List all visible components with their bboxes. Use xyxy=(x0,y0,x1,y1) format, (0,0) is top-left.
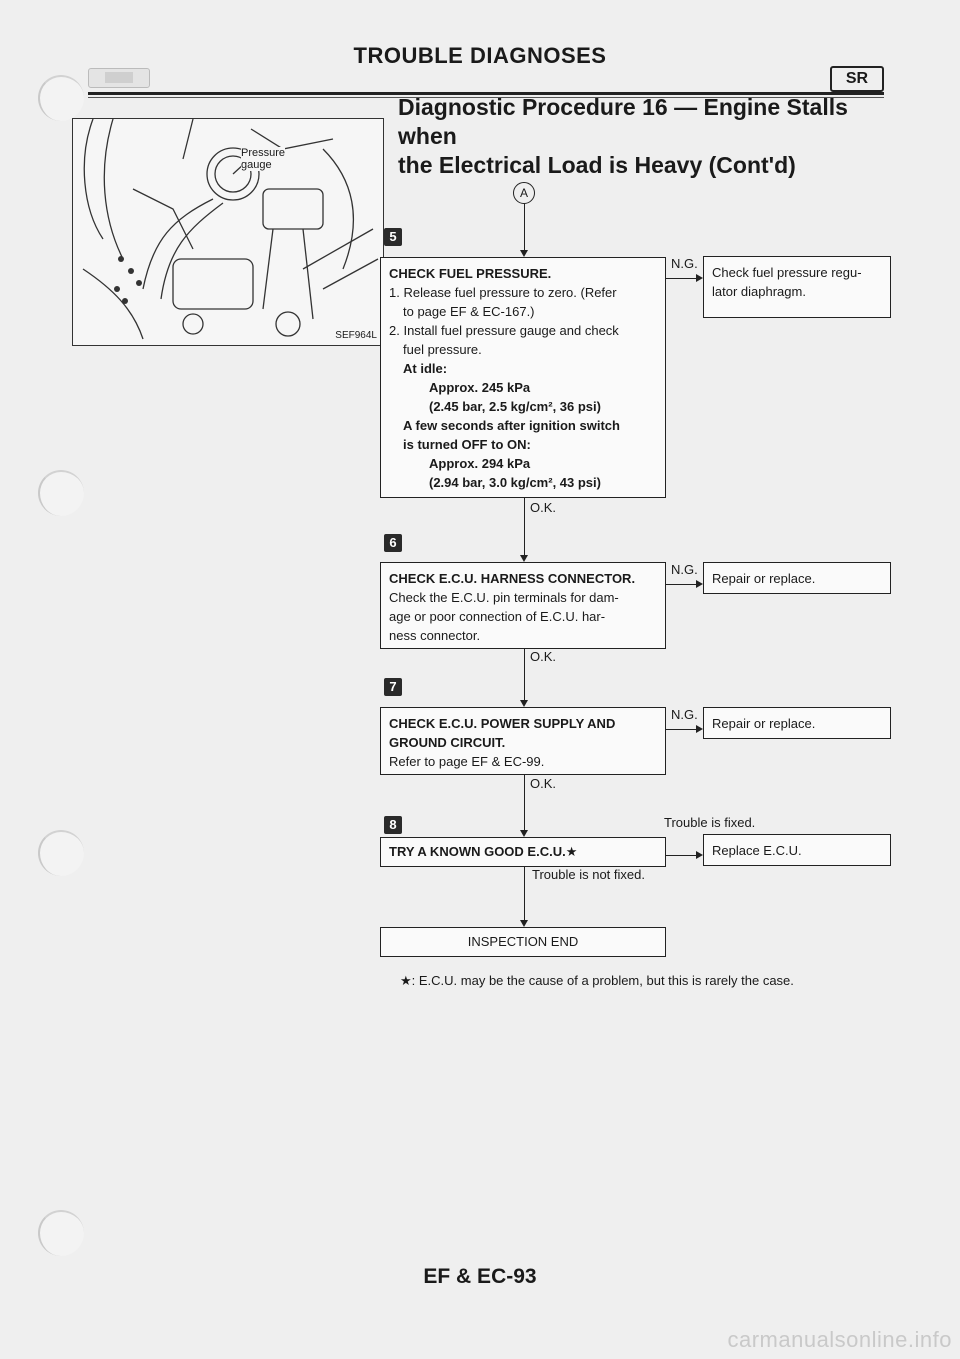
step-5-item1b: to page EF & EC-167.) xyxy=(403,304,535,319)
binder-hole xyxy=(38,75,84,121)
flow-line xyxy=(666,584,696,585)
step-6-ng-action-box xyxy=(703,562,891,594)
step-5-idle-label: At idle: xyxy=(403,361,448,376)
step-5-item1: 1. Release fuel pressure to zero. (Refer xyxy=(389,285,617,300)
step-5-idle-value2: (2.45 bar, 2.5 kg/cm², 36 psi) xyxy=(429,399,601,414)
step-6-ok-label: O.K. xyxy=(530,649,557,664)
step-7-ng-label: N.G. xyxy=(671,707,698,722)
step-6-body1: Check the E.C.U. pin terminals for dam- xyxy=(389,590,619,605)
inspection-end-box xyxy=(380,927,666,957)
step-5-after-label2: is turned OFF to ON: xyxy=(403,437,531,452)
step-6-heading: CHECK E.C.U. HARNESS CONNECTOR. xyxy=(389,571,636,586)
page-header-title: TROUBLE DIAGNOSES xyxy=(353,43,607,68)
step-7-heading2: GROUND CIRCUIT. xyxy=(389,735,506,750)
step-8-not-fixed-label: Trouble is not fixed. xyxy=(532,867,645,882)
flow-line xyxy=(524,203,525,251)
connector-a-marker: A xyxy=(513,182,535,204)
step-7-heading1: CHECK E.C.U. POWER SUPPLY AND xyxy=(389,716,616,731)
step-5-heading: CHECK FUEL PRESSURE. xyxy=(389,266,552,281)
flow-arrow-right xyxy=(696,580,703,588)
section-tag-left xyxy=(88,68,150,88)
step-7-ok-label: O.K. xyxy=(530,776,557,791)
step-5-ng-action-box xyxy=(703,256,891,318)
step-5-box xyxy=(380,257,666,498)
figure-label-line1: Pressure xyxy=(241,147,286,159)
step-5-ng-action1: Check fuel pressure regu- xyxy=(712,265,862,280)
step-5-item2b: fuel pressure. xyxy=(403,342,482,357)
step-5-after-value1: Approx. 294 kPa xyxy=(429,456,531,471)
procedure-title xyxy=(398,93,898,180)
engine-illustration xyxy=(73,119,383,345)
step-8-fixed-action-box xyxy=(703,834,891,866)
flow-arrow-right xyxy=(696,851,703,859)
step-8-box xyxy=(380,837,666,867)
step-5-item2: 2. Install fuel pressure gauge and check xyxy=(389,323,619,338)
figure-label-line2: gauge xyxy=(241,159,272,171)
footnote: ★: E.C.U. may be the cause of a problem, but this is rarely the case. xyxy=(400,973,794,988)
flow-arrow-down xyxy=(520,830,528,837)
step-8-fixed-action: Replace E.C.U. xyxy=(712,843,802,858)
step-5-marker: 5 xyxy=(384,228,402,246)
watermark: carmanualsonline.info xyxy=(727,1327,952,1352)
step-6-body2: age or poor connection of E.C.U. har- xyxy=(389,609,606,624)
flow-arrow-right xyxy=(696,274,703,282)
step-7-ng-action: Repair or replace. xyxy=(712,716,816,731)
step-6-marker: 6 xyxy=(384,534,402,552)
binder-hole xyxy=(38,470,84,516)
pressure-gauge-figure xyxy=(72,118,384,346)
step-7-body: Refer to page EF & EC-99. xyxy=(389,754,545,769)
flow-line xyxy=(524,649,525,701)
step-7-ng-action-box xyxy=(703,707,891,739)
flow-line xyxy=(524,498,525,556)
pressure-gauge-label xyxy=(241,147,285,171)
step-5-ok-label: O.K. xyxy=(530,500,557,515)
step-7-marker: 7 xyxy=(384,678,402,696)
step-6-ng-action: Repair or replace. xyxy=(712,571,816,586)
binder-hole xyxy=(38,830,84,876)
flow-arrow-right xyxy=(696,725,703,733)
step-6-body3: ness connector. xyxy=(389,628,481,643)
flow-line xyxy=(666,278,696,279)
inspection-end-label: INSPECTION END xyxy=(467,934,579,949)
step-5-ng-action2: lator diaphragm. xyxy=(712,284,806,299)
figure-code: SEF964L xyxy=(335,330,377,341)
flow-line xyxy=(524,775,525,831)
flow-arrow-down xyxy=(520,920,528,927)
flow-line xyxy=(666,729,696,730)
flow-arrow-down xyxy=(520,700,528,707)
step-6-ng-label: N.G. xyxy=(671,562,698,577)
procedure-title-line1: Diagnostic Procedure 16 — Engine Stalls when xyxy=(398,94,848,149)
step-5-after-value2: (2.94 bar, 3.0 kg/cm², 43 psi) xyxy=(429,475,601,490)
flow-line xyxy=(524,867,525,921)
step-8-fixed-label: Trouble is fixed. xyxy=(664,815,756,830)
step-5-ng-label: N.G. xyxy=(671,256,698,271)
step-7-box xyxy=(380,707,666,775)
page-number: EF & EC-93 xyxy=(423,1265,537,1288)
step-5-after-label1: A few seconds after ignition switch xyxy=(403,418,620,433)
section-tag-sr: SR xyxy=(830,66,884,92)
step-5-idle-value1: Approx. 245 kPa xyxy=(429,380,531,395)
flow-arrow-down xyxy=(520,250,528,257)
step-8-marker: 8 xyxy=(384,816,402,834)
step-6-box xyxy=(380,562,666,649)
binder-hole xyxy=(38,1210,84,1256)
step-8-heading: TRY A KNOWN GOOD E.C.U.★ xyxy=(389,844,578,859)
flow-arrow-down xyxy=(520,555,528,562)
flow-line xyxy=(666,855,696,856)
procedure-title-line2: the Electrical Load is Heavy (Cont'd) xyxy=(398,152,796,178)
